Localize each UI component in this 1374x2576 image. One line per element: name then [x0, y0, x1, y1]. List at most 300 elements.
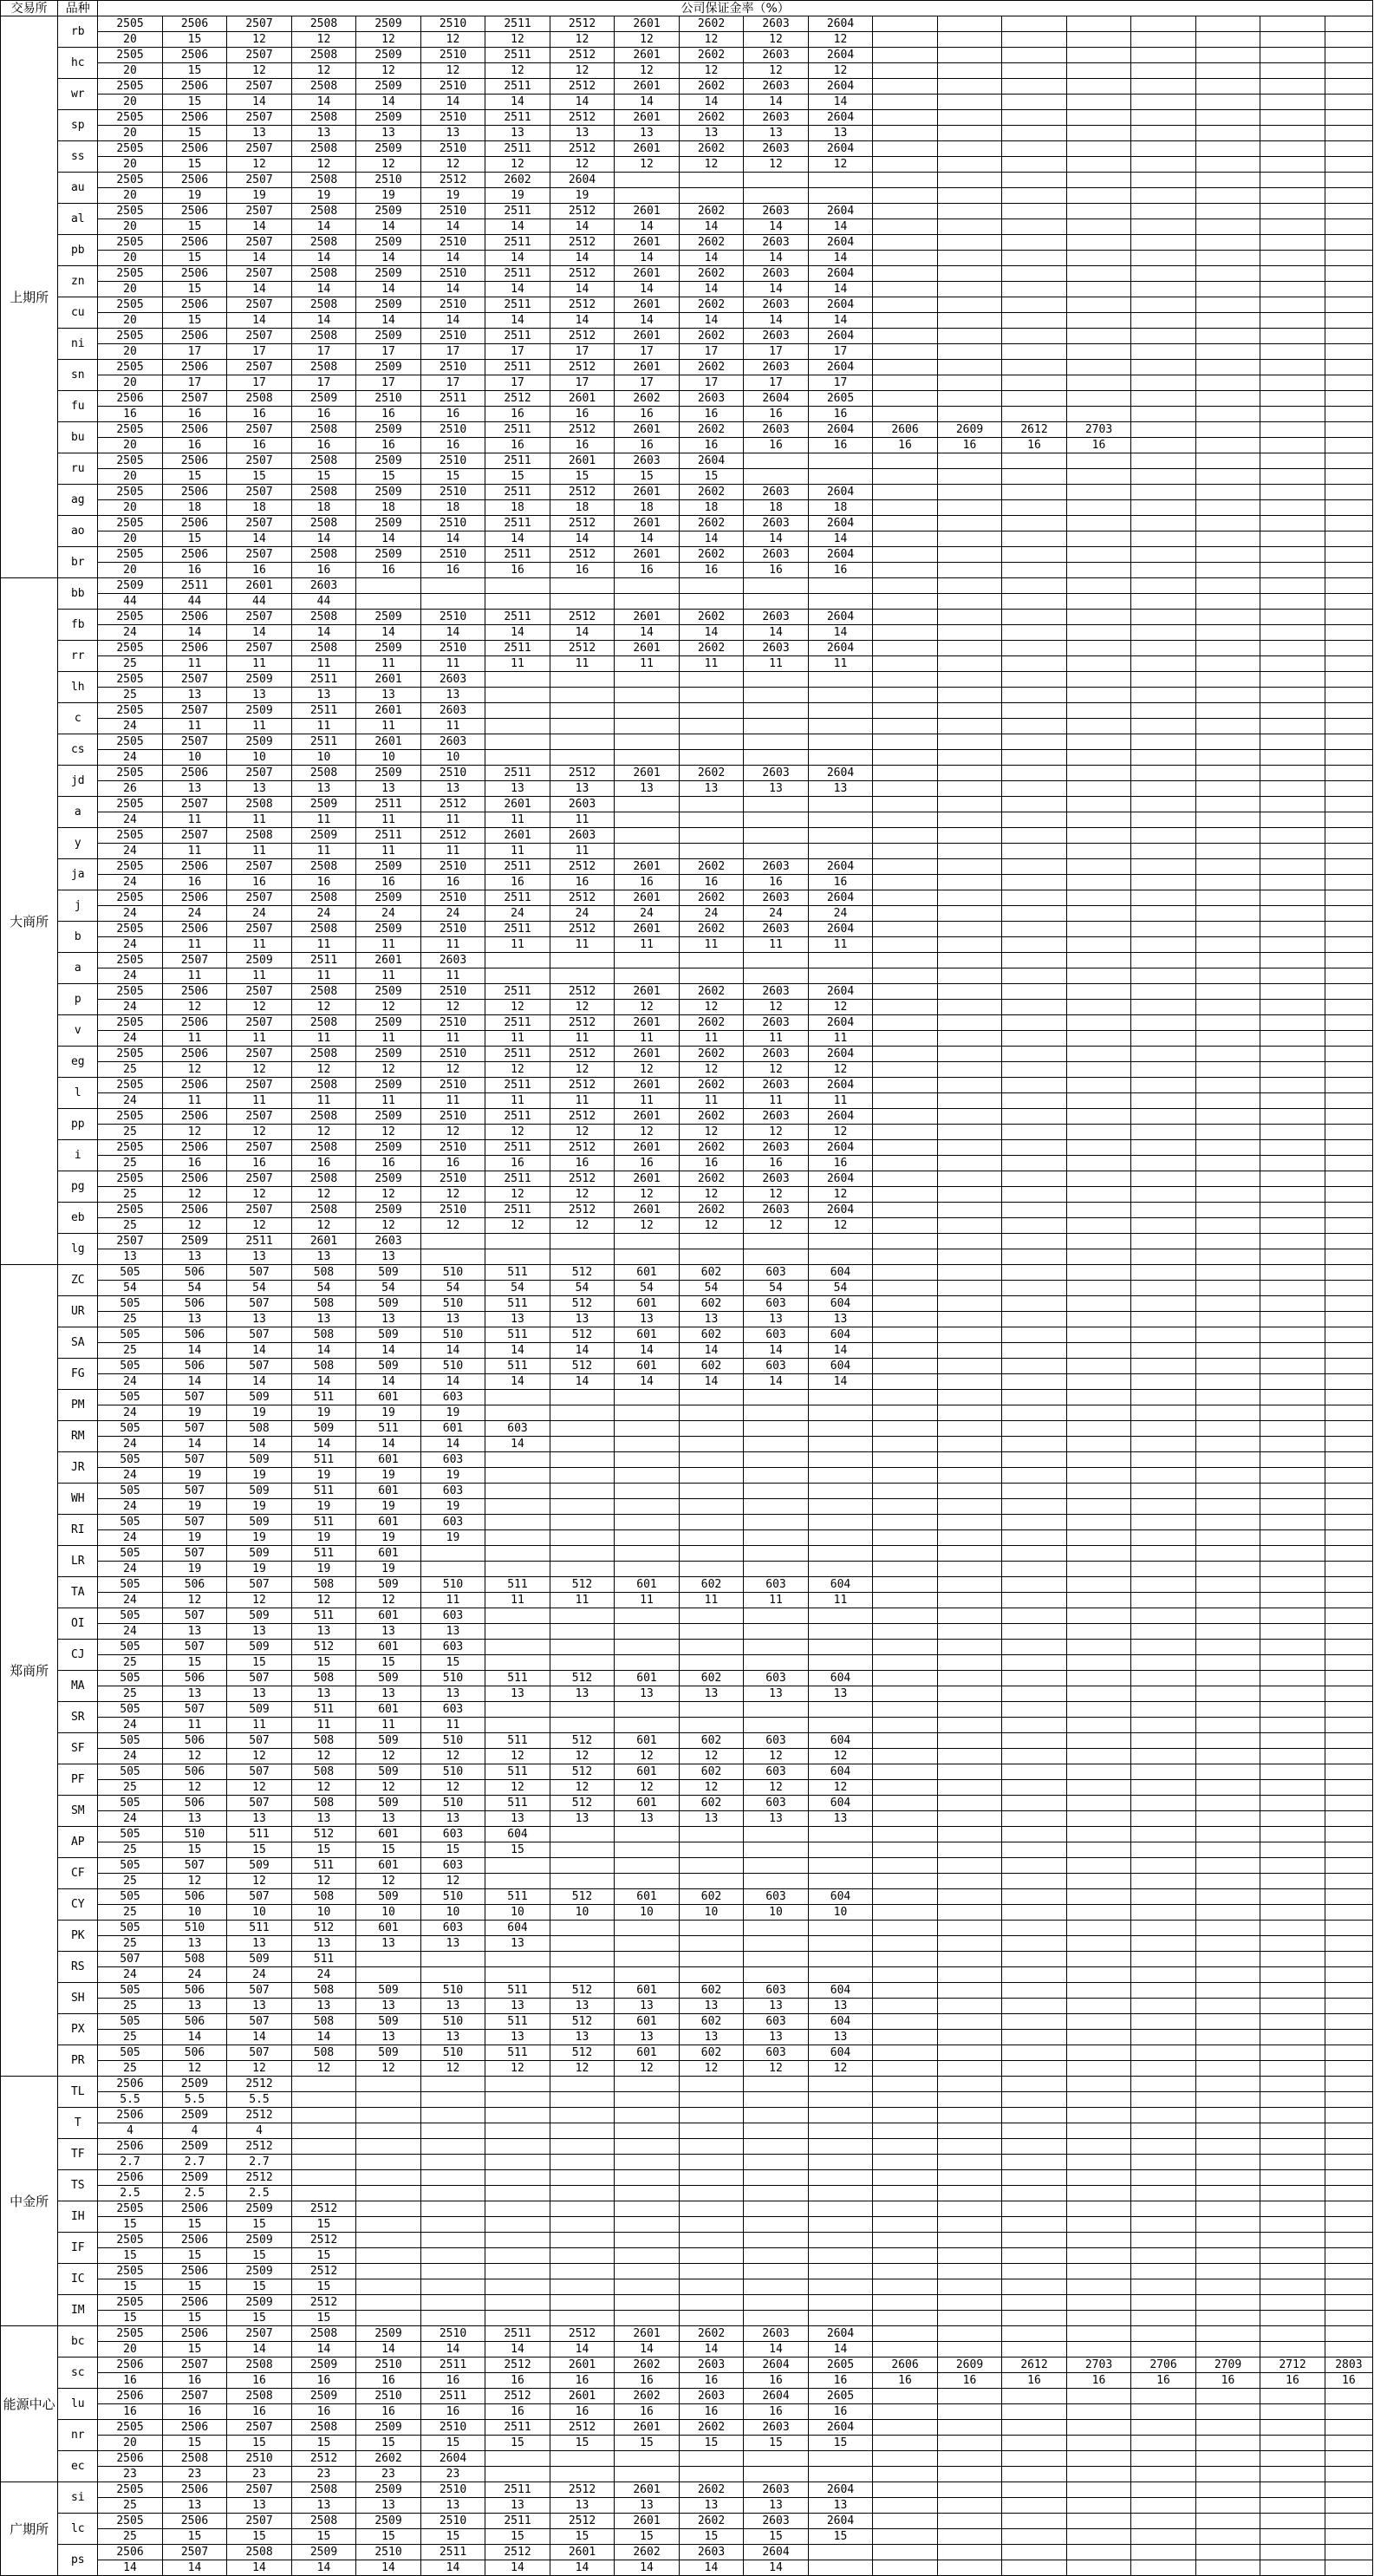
- empty-cell: [1260, 375, 1325, 391]
- empty-cell: [937, 547, 1002, 563]
- product-code: j: [58, 890, 98, 922]
- empty-cell: [937, 1999, 1002, 2014]
- product-code: UR: [58, 1296, 98, 1327]
- empty-cell: [873, 1452, 938, 1468]
- contract-month-cell: 508: [291, 2014, 356, 2030]
- empty-cell: [1325, 1764, 1372, 1780]
- margin-rate-cell: 25: [98, 1062, 163, 1078]
- margin-rate-cell: 12: [679, 1062, 744, 1078]
- margin-rate-cell: 16: [873, 2373, 938, 2389]
- empty-cell: [1325, 750, 1372, 766]
- empty-cell: [808, 734, 873, 750]
- empty-cell: [679, 1468, 744, 1484]
- contract-month-cell: 509: [227, 1484, 292, 1499]
- rate-row: [1, 968, 1373, 984]
- contract-month-cell: 603: [744, 1359, 809, 1374]
- margin-rate-cell: 12: [679, 1187, 744, 1203]
- empty-cell: [1195, 2545, 1260, 2560]
- contract-month-cell: 511: [485, 1327, 550, 1343]
- empty-cell: [873, 1811, 938, 1827]
- margin-rate-cell: 20: [98, 63, 163, 79]
- empty-cell: [1260, 2155, 1325, 2170]
- contract-month-cell: 2512: [550, 984, 615, 1000]
- empty-cell: [679, 828, 744, 844]
- empty-cell: [1195, 1047, 1260, 1062]
- empty-cell: [1195, 360, 1260, 375]
- contract-month-cell: 2609: [937, 422, 1002, 438]
- margin-rate-cell: 24: [98, 625, 163, 641]
- product-code: rr: [58, 641, 98, 672]
- empty-cell: [550, 1390, 615, 1405]
- empty-cell: [744, 719, 809, 734]
- empty-cell: [873, 1858, 938, 1874]
- empty-cell: [937, 1374, 1002, 1390]
- margin-rate-cell: 14: [808, 219, 873, 235]
- empty-cell: [1131, 141, 1196, 157]
- empty-cell: [937, 1764, 1002, 1780]
- product-code: AP: [58, 1827, 98, 1858]
- empty-cell: [1195, 875, 1260, 890]
- empty-cell: [420, 1967, 485, 1983]
- margin-rate-cell: 11: [615, 1031, 680, 1047]
- empty-cell: [550, 2233, 615, 2248]
- product-code: si: [58, 2482, 98, 2514]
- empty-cell: [1195, 766, 1260, 781]
- margin-rate-cell: 11: [615, 1093, 680, 1109]
- empty-cell: [550, 1249, 615, 1265]
- margin-rate-cell: 11: [550, 1031, 615, 1047]
- margin-rate-cell: 14: [485, 282, 550, 297]
- contract-month-cell: 2506: [98, 2545, 163, 2560]
- empty-cell: [873, 2186, 938, 2201]
- margin-rate-cell: 14: [356, 2560, 421, 2576]
- empty-cell: [1002, 1125, 1067, 1140]
- empty-cell: [1066, 1874, 1131, 1889]
- contract-month-cell: 601: [356, 1858, 421, 1874]
- contract-month-cell: 2510: [420, 297, 485, 313]
- empty-cell: [937, 1905, 1002, 1921]
- margin-rate-cell: 20: [98, 251, 163, 266]
- empty-cell: [420, 2139, 485, 2155]
- empty-cell: [1325, 157, 1372, 173]
- contract-row: [1, 1265, 1373, 1281]
- rate-row: [1, 2436, 1373, 2451]
- empty-cell: [1195, 688, 1260, 703]
- empty-cell: [615, 1468, 680, 1484]
- contract-month-cell: 505: [98, 1296, 163, 1312]
- margin-rate-cell: 14: [291, 2030, 356, 2045]
- empty-cell: [420, 1234, 485, 1249]
- margin-rate-cell: 11: [550, 1093, 615, 1109]
- empty-cell: [1195, 547, 1260, 563]
- margin-rate-cell: 13: [291, 1999, 356, 2014]
- empty-cell: [873, 1874, 938, 1889]
- empty-cell: [679, 2092, 744, 2108]
- empty-cell: [1260, 890, 1325, 906]
- contract-month-cell: 2505: [98, 2233, 163, 2248]
- empty-cell: [937, 906, 1002, 922]
- margin-rate-cell: 13: [291, 1936, 356, 1952]
- empty-cell: [873, 188, 938, 204]
- empty-cell: [873, 2170, 938, 2186]
- empty-cell: [1195, 1249, 1260, 1265]
- empty-cell: [1195, 1530, 1260, 1546]
- contract-row: [1, 734, 1373, 750]
- margin-rate-cell: 14: [162, 625, 227, 641]
- margin-rate-cell: 12: [420, 32, 485, 48]
- contract-month-cell: 512: [550, 1359, 615, 1374]
- empty-cell: [420, 2279, 485, 2295]
- margin-rate-cell: 17: [227, 344, 292, 360]
- empty-cell: [808, 2451, 873, 2467]
- margin-rate-cell: 14: [808, 2342, 873, 2358]
- empty-cell: [1066, 1078, 1131, 1093]
- empty-cell: [1260, 2061, 1325, 2077]
- margin-rate-cell: 12: [227, 1874, 292, 1889]
- margin-rate-cell: 12: [291, 1000, 356, 1015]
- margin-rate-cell: 14: [679, 2342, 744, 2358]
- empty-cell: [1066, 2560, 1131, 2576]
- empty-cell: [1325, 1187, 1372, 1203]
- empty-cell: [937, 703, 1002, 719]
- contract-row: [1, 2482, 1373, 2498]
- margin-rate-cell: 25: [98, 2529, 163, 2545]
- margin-rate-cell: 15: [227, 2311, 292, 2326]
- margin-rate-cell: 19: [227, 1530, 292, 1546]
- empty-cell: [485, 1655, 550, 1671]
- margin-rate-cell: 12: [420, 1000, 485, 1015]
- contract-month-cell: 505: [98, 1983, 163, 1999]
- margin-rate-cell: 12: [356, 1125, 421, 1140]
- margin-rate-cell: 54: [356, 1281, 421, 1296]
- margin-rate-cell: 11: [420, 812, 485, 828]
- empty-cell: [1195, 95, 1260, 110]
- margin-rate-cell: 17: [615, 375, 680, 391]
- empty-cell: [873, 1562, 938, 1577]
- margin-rate-cell: 11: [356, 812, 421, 828]
- empty-cell: [1325, 2186, 1372, 2201]
- margin-rate-cell: 20: [98, 563, 163, 578]
- empty-cell: [1131, 1546, 1196, 1562]
- margin-rate-cell: 25: [98, 1999, 163, 2014]
- empty-cell: [1260, 1327, 1325, 1343]
- empty-cell: [1066, 1686, 1131, 1702]
- empty-cell: [1325, 1671, 1372, 1686]
- empty-cell: [744, 173, 809, 188]
- header-margin-rate: 公司保证金率（%）: [98, 1, 1373, 16]
- contract-month-cell: 2511: [485, 235, 550, 251]
- empty-cell: [873, 1249, 938, 1265]
- empty-cell: [808, 2560, 873, 2576]
- margin-rate-cell: 12: [679, 1000, 744, 1015]
- empty-cell: [1195, 1171, 1260, 1187]
- margin-rate-cell: 11: [227, 968, 292, 984]
- margin-rate-cell: 12: [162, 1062, 227, 1078]
- contract-month-cell: 2603: [744, 485, 809, 500]
- margin-rate-cell: 14: [808, 251, 873, 266]
- margin-rate-cell: 10: [291, 1905, 356, 1921]
- margin-rate-cell: 24: [98, 1437, 163, 1452]
- empty-cell: [1002, 79, 1067, 95]
- empty-cell: [1325, 1000, 1372, 1015]
- contract-month-cell: 602: [679, 1265, 744, 1281]
- empty-cell: [1066, 2155, 1131, 2170]
- empty-cell: [420, 2248, 485, 2264]
- empty-cell: [1325, 1296, 1372, 1312]
- product-code: cu: [58, 297, 98, 329]
- margin-rate-cell: 13: [291, 126, 356, 141]
- empty-cell: [1325, 469, 1372, 485]
- empty-cell: [873, 828, 938, 844]
- contract-month-cell: 512: [550, 1671, 615, 1686]
- empty-cell: [615, 953, 680, 968]
- empty-cell: [744, 2264, 809, 2279]
- margin-rate-cell: 13: [615, 126, 680, 141]
- contract-month-cell: 2603: [744, 1015, 809, 1031]
- rate-row: [1, 2155, 1373, 2170]
- product-code: lh: [58, 672, 98, 703]
- margin-rate-cell: 12: [291, 2061, 356, 2077]
- empty-cell: [1002, 1889, 1067, 1905]
- empty-cell: [937, 2389, 1002, 2404]
- contract-month-cell: 2508: [291, 859, 356, 875]
- contract-month-cell: 2601: [356, 703, 421, 719]
- empty-cell: [679, 1437, 744, 1452]
- empty-cell: [937, 1281, 1002, 1296]
- product-code: PF: [58, 1764, 98, 1796]
- contract-month-cell: 2603: [550, 797, 615, 812]
- empty-cell: [1002, 2404, 1067, 2420]
- margin-rate-cell: 13: [550, 2498, 615, 2514]
- empty-cell: [485, 1624, 550, 1640]
- empty-cell: [1195, 1562, 1260, 1577]
- empty-cell: [873, 1780, 938, 1796]
- product-code: LR: [58, 1546, 98, 1577]
- contract-month-cell: 2511: [485, 610, 550, 625]
- empty-cell: [873, 984, 938, 1000]
- empty-cell: [1195, 703, 1260, 719]
- empty-cell: [1195, 1187, 1260, 1203]
- empty-cell: [873, 2061, 938, 2077]
- rate-row: [1, 1281, 1373, 1296]
- empty-cell: [1066, 516, 1131, 532]
- empty-cell: [1325, 173, 1372, 188]
- contract-month-cell: 2603: [744, 1140, 809, 1156]
- contract-month-cell: 2601: [615, 1109, 680, 1125]
- product-code: ru: [58, 453, 98, 485]
- rate-row: [1, 2123, 1373, 2139]
- contract-row: [1, 2451, 1373, 2467]
- empty-cell: [937, 2467, 1002, 2482]
- margin-rate-cell: 16: [420, 1156, 485, 1171]
- margin-rate-cell: 24: [227, 906, 292, 922]
- empty-cell: [1131, 2264, 1196, 2279]
- contract-month-cell: 2602: [679, 1078, 744, 1093]
- empty-cell: [1260, 968, 1325, 984]
- margin-rate-cell: 12: [162, 1125, 227, 1140]
- contract-month-cell: 2512: [420, 828, 485, 844]
- empty-cell: [1066, 781, 1131, 797]
- margin-rate-cell: 12: [485, 1780, 550, 1796]
- margin-rate-cell: 2.7: [227, 2155, 292, 2170]
- empty-cell: [937, 1047, 1002, 1062]
- margin-rate-cell: 13: [679, 1312, 744, 1327]
- empty-cell: [679, 672, 744, 688]
- contract-month-cell: 2603: [744, 922, 809, 937]
- empty-cell: [937, 1858, 1002, 1874]
- empty-cell: [1131, 859, 1196, 875]
- empty-cell: [937, 875, 1002, 890]
- margin-rate-cell: 11: [485, 1593, 550, 1608]
- contract-month-cell: 2509: [162, 2108, 227, 2123]
- margin-rate-cell: 19: [162, 1562, 227, 1577]
- empty-cell: [937, 1187, 1002, 1203]
- empty-cell: [808, 173, 873, 188]
- empty-cell: [937, 2139, 1002, 2155]
- empty-cell: [1131, 844, 1196, 859]
- margin-rate-cell: 13: [291, 1249, 356, 1265]
- margin-rate-cell: 14: [356, 625, 421, 641]
- contract-month-cell: 2612: [1002, 2358, 1067, 2373]
- margin-rate-cell: 14: [679, 95, 744, 110]
- empty-cell: [615, 734, 680, 750]
- empty-cell: [1002, 610, 1067, 625]
- margin-rate-cell: 16: [291, 563, 356, 578]
- empty-cell: [873, 2311, 938, 2326]
- contract-month-cell: 2510: [420, 641, 485, 656]
- empty-cell: [1325, 532, 1372, 547]
- contract-month-cell: 602: [679, 1796, 744, 1811]
- empty-cell: [1002, 344, 1067, 360]
- empty-cell: [485, 1515, 550, 1530]
- empty-cell: [1066, 219, 1131, 235]
- contract-row: [1, 16, 1373, 32]
- empty-cell: [808, 1468, 873, 1484]
- contract-month-cell: 2511: [485, 922, 550, 937]
- empty-cell: [873, 703, 938, 719]
- empty-cell: [744, 469, 809, 485]
- empty-cell: [1260, 1296, 1325, 1312]
- contract-month-cell: 2510: [356, 2545, 421, 2560]
- margin-rate-cell: 14: [356, 1343, 421, 1359]
- contract-month-cell: 509: [356, 1733, 421, 1749]
- contract-month-cell: 2511: [420, 2358, 485, 2373]
- product-code: p: [58, 984, 98, 1015]
- empty-cell: [1325, 953, 1372, 968]
- empty-cell: [1131, 1655, 1196, 1671]
- empty-cell: [873, 1015, 938, 1031]
- empty-cell: [1325, 797, 1372, 812]
- empty-cell: [937, 2451, 1002, 2467]
- empty-cell: [1131, 1530, 1196, 1546]
- empty-cell: [1260, 16, 1325, 32]
- empty-cell: [1002, 141, 1067, 157]
- empty-cell: [1002, 48, 1067, 63]
- empty-cell: [1195, 1359, 1260, 1374]
- empty-cell: [873, 1936, 938, 1952]
- margin-rate-cell: 14: [356, 251, 421, 266]
- contract-month-cell: 2604: [808, 641, 873, 656]
- contract-month-cell: 2604: [808, 235, 873, 251]
- empty-cell: [808, 2092, 873, 2108]
- contract-month-cell: 2507: [227, 1203, 292, 1218]
- margin-rate-cell: 11: [420, 1031, 485, 1047]
- margin-rate-cell: 19: [356, 1530, 421, 1546]
- margin-rate-cell: 14: [420, 282, 485, 297]
- empty-cell: [1131, 1686, 1196, 1702]
- rate-row: [1, 656, 1373, 672]
- margin-rate-cell: 16: [1002, 438, 1067, 453]
- contract-month-cell: 507: [162, 1515, 227, 1530]
- empty-cell: [1131, 2014, 1196, 2030]
- contract-month-cell: 2512: [550, 2326, 615, 2342]
- margin-rate-cell: 12: [227, 1218, 292, 1234]
- empty-cell: [291, 2155, 356, 2170]
- contract-month-cell: 2506: [162, 360, 227, 375]
- empty-cell: [1195, 828, 1260, 844]
- contract-month-cell: 2603: [744, 516, 809, 532]
- contract-month-cell: 510: [420, 1577, 485, 1593]
- empty-cell: [873, 563, 938, 578]
- contract-month-cell: 2601: [615, 859, 680, 875]
- contract-month-cell: 604: [808, 1733, 873, 1749]
- contract-month-cell: 2509: [227, 672, 292, 688]
- margin-rate-cell: 20: [98, 2342, 163, 2358]
- margin-rate-cell: 13: [550, 1811, 615, 1827]
- empty-cell: [937, 1546, 1002, 1562]
- empty-cell: [485, 2170, 550, 2186]
- empty-cell: [1066, 375, 1131, 391]
- empty-cell: [1195, 1577, 1260, 1593]
- empty-cell: [873, 1140, 938, 1156]
- empty-cell: [550, 1874, 615, 1889]
- contract-month-cell: 601: [615, 1296, 680, 1312]
- margin-rate-cell: 24: [98, 719, 163, 734]
- margin-rate-cell: 16: [808, 2404, 873, 2420]
- margin-rate-cell: 13: [356, 1999, 421, 2014]
- empty-cell: [1131, 375, 1196, 391]
- contract-month-cell: 2510: [420, 141, 485, 157]
- empty-cell: [1195, 204, 1260, 219]
- contract-month-cell: 2603: [744, 235, 809, 251]
- empty-cell: [1002, 110, 1067, 126]
- contract-month-cell: 2512: [550, 297, 615, 313]
- empty-cell: [1131, 2217, 1196, 2233]
- contract-month-cell: 2601: [291, 1234, 356, 1249]
- empty-cell: [1131, 547, 1196, 563]
- empty-cell: [615, 2123, 680, 2139]
- contract-month-cell: 602: [679, 2014, 744, 2030]
- margin-rate-cell: 16: [744, 2404, 809, 2420]
- margin-rate-cell: 13: [808, 2498, 873, 2514]
- empty-cell: [873, 157, 938, 173]
- contract-month-cell: 603: [744, 1733, 809, 1749]
- contract-month-cell: 506: [162, 1359, 227, 1374]
- empty-cell: [937, 1624, 1002, 1640]
- empty-cell: [1002, 1671, 1067, 1686]
- margin-rate-cell: 54: [744, 1281, 809, 1296]
- contract-month-cell: 2505: [98, 1047, 163, 1062]
- empty-cell: [1195, 2014, 1260, 2030]
- product-code: eg: [58, 1047, 98, 1078]
- empty-cell: [1002, 1562, 1067, 1577]
- empty-cell: [679, 2451, 744, 2467]
- margin-rate-cell: 14: [420, 1437, 485, 1452]
- rate-row: [1, 1562, 1373, 1577]
- empty-cell: [1066, 766, 1131, 781]
- margin-rate-cell: 15: [356, 1655, 421, 1671]
- empty-cell: [679, 1827, 744, 1842]
